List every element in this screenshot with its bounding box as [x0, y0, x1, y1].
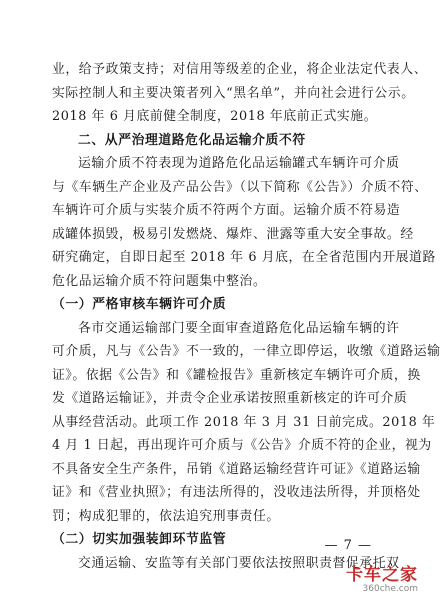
- text-line: 发《道路运输证》，并责令企业承诺按照重新核定的许可介质: [52, 391, 408, 406]
- text-line: 罚；构成犯罪的，依法追究刑事责任。: [52, 508, 280, 524]
- text-line: 业，给予政策支持；对信用等级差的企业，将企业法定代表人、: [52, 62, 428, 77]
- text-line: 证》。依据《公告》和《罐检报告》重新核定车辆许可介质，换: [52, 367, 421, 383]
- text-line: 运输介质不符表现为道路危化品运输罐式车辆许可介质: [78, 156, 400, 171]
- text-line: 2018 年 6 月底前健全制度，2018 年底前正式实施。: [52, 109, 378, 124]
- text-line: 危化品运输介质不符问题集中整治。: [52, 273, 267, 289]
- text-line: 可介质，凡与《公告》不一致的，一律立即停运，收缴《道路运输: [52, 344, 441, 359]
- text-line: 各市交通运输部门要全面审查道路危化品运输车辆的许: [78, 320, 400, 336]
- watermark-site: 360che.com: [362, 584, 418, 594]
- watermark-logo: [322, 566, 418, 596]
- text-line: 车辆许可介质与实装介质不符两个方面。运输介质不符易造: [52, 203, 401, 218]
- text-line: 实际控制人和主要决策者列入“黑名单”，并向社会进行公示。: [52, 85, 415, 101]
- text-line: 不具备安全生产条件，吊销《道路运输经营许可证》《道路运输: [52, 461, 421, 477]
- text-line: 交通运输、安监等有关部门要依法按照职责督促承托双: [78, 555, 400, 571]
- subsection-heading: （一）严格审核车辆许可介质: [52, 297, 227, 312]
- watermark-brand: 卡车之家: [346, 565, 418, 585]
- section-heading: 二、从严治理道路危化品运输介质不符: [78, 132, 306, 148]
- text-line: 与《车辆生产企业及产品公告》（以下简称《公告》）介质不符、: [52, 179, 428, 195]
- text-line: 证》和《营业执照》；有违法所得的，没收违法所得，并顶格处: [52, 485, 421, 500]
- subsection-heading: （二）切实加强装卸环节监管: [52, 532, 227, 547]
- text-line: 成罐体损毁，极易引发燃烧、爆炸、泄露等重大安全事故。经: [52, 226, 414, 242]
- text-line: 研究确定，自即日起至 2018 年 6 月底，在全省范围内开展道路: [52, 250, 436, 265]
- text-line: 4 月 1 日起，再出现许可介质与《公告》介质不符的企业，视为: [52, 438, 432, 453]
- page-number: — 7 —: [324, 538, 372, 553]
- text-line: 从事经营活动。此项工作 2018 年 3 月 31 日前完成。2018 年: [52, 414, 436, 430]
